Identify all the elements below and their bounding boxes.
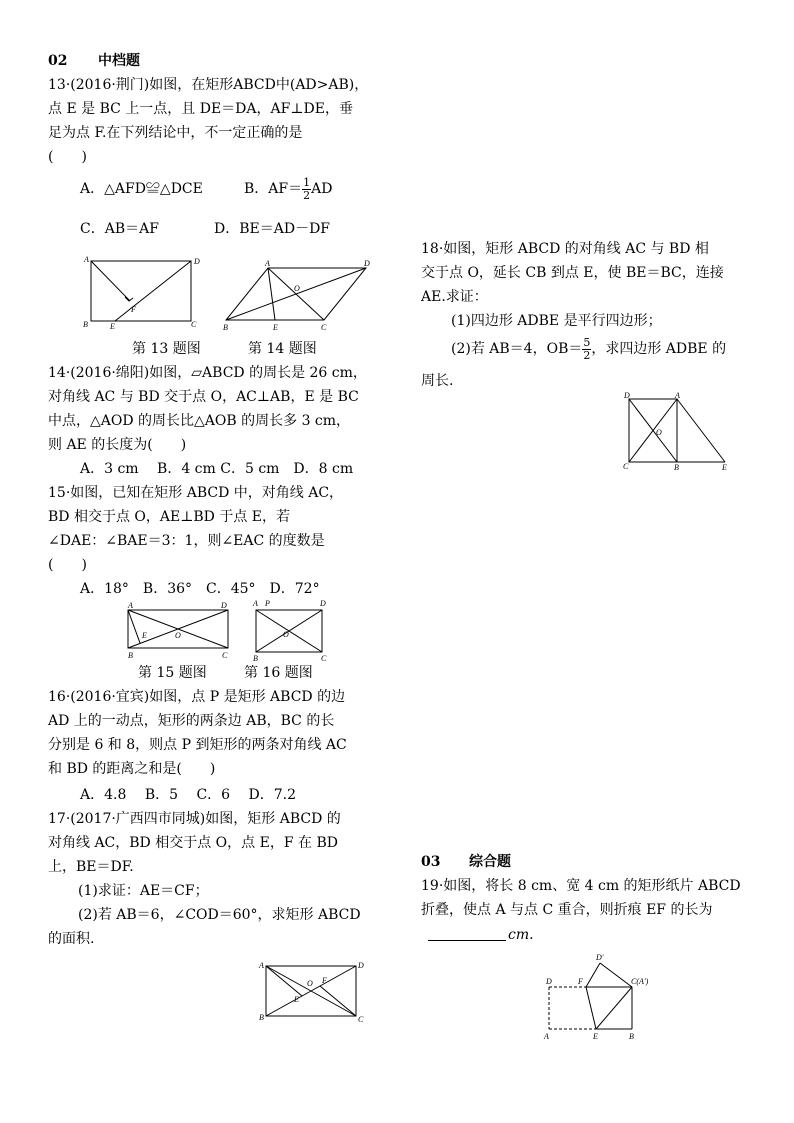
fig19-label-dprime: D′ bbox=[596, 953, 604, 962]
q13-option-d: D．BE＝AD－DF bbox=[214, 221, 331, 237]
fig14-label-o: O bbox=[294, 284, 300, 293]
q17-line2: 对角线 AC，BD 相交于点 O，点 E，F 在 BD bbox=[48, 835, 338, 851]
q18-line5: (2)若 AB＝4，OB＝ $\frac{5}{2}$ ，求四边形 ADBE 的 bbox=[451, 335, 727, 362]
q19-line1: 19·如图，将长 8 cm、宽 4 cm 的矩形纸片 ABCD bbox=[421, 878, 741, 894]
fig13-label-a: A bbox=[84, 255, 89, 264]
fig18-label-d: D bbox=[624, 391, 630, 400]
caption-fig15: 第 15 题图 bbox=[138, 665, 207, 681]
q19-line2: 折叠，使点 A 与点 C 重合，则折痕 EF 的长为 bbox=[421, 902, 713, 918]
q18-line4: (1)四边形 ADBE 是平行四边形； bbox=[451, 313, 662, 329]
section-number-03: 03 bbox=[421, 854, 441, 870]
q13-line1: 13·(2016·荆门)如图，在矩形ABCD中(AD>AB)， bbox=[48, 77, 369, 93]
q17-line6: 的面积. bbox=[48, 931, 95, 947]
q18-line1: 18·如图，矩形 ABCD 的对角线 AC 与 BD 相 bbox=[421, 241, 709, 257]
q15-line2: BD 相交于点 O，AE⊥BD 于点 E，若 bbox=[48, 509, 291, 525]
fraction: $\frac{1}{2}$ bbox=[303, 175, 311, 202]
section-title-comprehensive: 综合题 bbox=[469, 854, 511, 870]
q16-line4: 和 BD 的距离之和是( ) bbox=[48, 761, 216, 777]
fig15-label-e: E bbox=[142, 631, 147, 640]
fig13-label-f: F bbox=[131, 305, 136, 314]
fig18-label-c: C bbox=[623, 462, 629, 471]
q18-line2: 交于点 O，延长 CB 到点 E，使 BE＝BC，连接 bbox=[421, 265, 724, 281]
fig15-label-b: B bbox=[128, 651, 133, 660]
fig15-label-o: O bbox=[175, 631, 181, 640]
q13-option-b: B．AF＝ $\frac{1}{2}$ AD bbox=[244, 175, 333, 202]
fig14-label-b: B bbox=[223, 323, 228, 332]
figure-15 bbox=[120, 600, 236, 662]
fig18-label-b: B bbox=[674, 463, 679, 472]
q14-options: A．3 cm B．4 cm C．5 cm D．8 cm bbox=[80, 461, 354, 477]
fig16-label-p: P bbox=[265, 599, 270, 608]
caption-fig16: 第 16 题图 bbox=[244, 665, 313, 681]
fig19-label-a: A bbox=[544, 1032, 549, 1041]
q14-line2: 对角线 AC 与 BD 交于点 O，AC⊥AB，E 是 BC bbox=[48, 389, 359, 405]
q13-line4: ( ) bbox=[48, 149, 87, 165]
figure-14 bbox=[220, 258, 380, 332]
fig13-label-e: E bbox=[110, 322, 115, 331]
figure-13 bbox=[80, 252, 210, 332]
q13-option-c: C．AB＝AF bbox=[80, 221, 159, 237]
fig17-label-b: B bbox=[259, 1013, 264, 1022]
fig19-label-f: F bbox=[578, 977, 583, 986]
fig18-label-a: A bbox=[675, 391, 680, 400]
fraction: $\frac{5}{2}$ bbox=[583, 335, 591, 362]
q17-line1: 17·(2017·广西四市同城)如图，矩形 ABCD 的 bbox=[48, 811, 341, 827]
fig17-label-e: E bbox=[294, 995, 299, 1004]
q19-answer-blank[interactable] bbox=[428, 940, 506, 941]
q17-line5: (2)若 AB＝6，∠COD＝60°，求矩形 ABCD bbox=[78, 907, 361, 923]
q15-line4: ( ) bbox=[48, 557, 87, 573]
q17-line3: 上，BE＝DF. bbox=[48, 859, 134, 875]
fig13-label-c: C bbox=[191, 320, 197, 329]
q16-line1: 16·(2016·宜宾)如图，点 P 是矩形 ABCD 的边 bbox=[48, 689, 346, 705]
fig16-label-a: A bbox=[253, 599, 258, 608]
q14-line4: 则 AE 的长度为( ) bbox=[48, 437, 187, 453]
fig18-label-e: E bbox=[722, 463, 727, 472]
q13-option-a: A．△AFD≌△DCE bbox=[80, 181, 203, 197]
q16-line3: 分别是 6 和 8，则点 P 到矩形的两条对角线 AC bbox=[48, 737, 347, 753]
fig17-label-f: F bbox=[322, 976, 327, 985]
fig13-label-d: D bbox=[194, 257, 200, 266]
section-title-medium: 中档题 bbox=[98, 53, 140, 69]
q14-line1: 14·(2016·绵阳)如图，▱ABCD 的周长是 26 cm， bbox=[48, 365, 367, 381]
fig17-label-o: O bbox=[307, 979, 313, 988]
section-number-02: 02 bbox=[48, 53, 68, 69]
q14-line3: 中点，△AOD 的周长比△AOB 的周长多 3 cm， bbox=[48, 413, 351, 429]
figure-16 bbox=[250, 598, 334, 664]
q13-line3: 足为点 F.在下列结论中，不一定正确的是 bbox=[48, 125, 303, 141]
q17-line4: (1)求证：AE＝CF； bbox=[78, 883, 209, 899]
figure-19 bbox=[538, 950, 668, 1044]
caption-fig14: 第 14 题图 bbox=[248, 341, 317, 357]
q18-line6: 周长. bbox=[421, 373, 454, 389]
fig19-label-d: D bbox=[546, 977, 552, 986]
fig19-label-b: B bbox=[629, 1032, 634, 1041]
fig14-label-a: A bbox=[265, 259, 270, 268]
fig15-label-c: C bbox=[222, 651, 228, 660]
fig14-label-d: D bbox=[364, 259, 370, 268]
q15-options: A．18° B．36° C．45° D．72° bbox=[80, 581, 320, 597]
fig16-label-o: O bbox=[283, 630, 289, 639]
fig15-label-a: A bbox=[128, 601, 133, 610]
fig17-label-a: A bbox=[259, 961, 264, 970]
caption-fig13: 第 13 题图 bbox=[132, 341, 201, 357]
q13-line2: 点 E 是 BC 上一点，且 DE＝DA，AF⊥DE，垂 bbox=[48, 101, 353, 117]
fig19-label-e: E bbox=[593, 1032, 598, 1041]
figure-17 bbox=[256, 958, 366, 1026]
q19-unit: cm. bbox=[508, 927, 534, 943]
fig16-label-d: D bbox=[320, 599, 326, 608]
fig17-label-d: D bbox=[358, 961, 364, 970]
fig17-label-c: C bbox=[358, 1015, 364, 1024]
fig14-label-e: E bbox=[273, 323, 278, 332]
fig13-label-b: B bbox=[83, 320, 88, 329]
q15-line3: ∠DAE：∠BAE＝3：1，则∠EAC 的度数是 bbox=[48, 533, 325, 549]
q16-line2: AD 上的一动点，矩形的两条边 AB，BC 的长 bbox=[48, 713, 335, 729]
figure-18 bbox=[620, 390, 732, 472]
q16-options: A．4.8 B．5 C．6 D．7.2 bbox=[80, 787, 297, 803]
fig14-label-c: C bbox=[321, 323, 327, 332]
fig18-label-o: O bbox=[656, 428, 662, 437]
q18-line3: AE.求证： bbox=[421, 289, 488, 305]
fig15-label-d: D bbox=[221, 601, 227, 610]
fig16-label-c: C bbox=[321, 654, 327, 663]
q15-line1: 15·如图，已知在矩形 ABCD 中，对角线 AC， bbox=[48, 485, 344, 501]
fig19-label-c-aprime: C(A′) bbox=[631, 977, 649, 986]
fig16-label-b: B bbox=[253, 654, 258, 663]
